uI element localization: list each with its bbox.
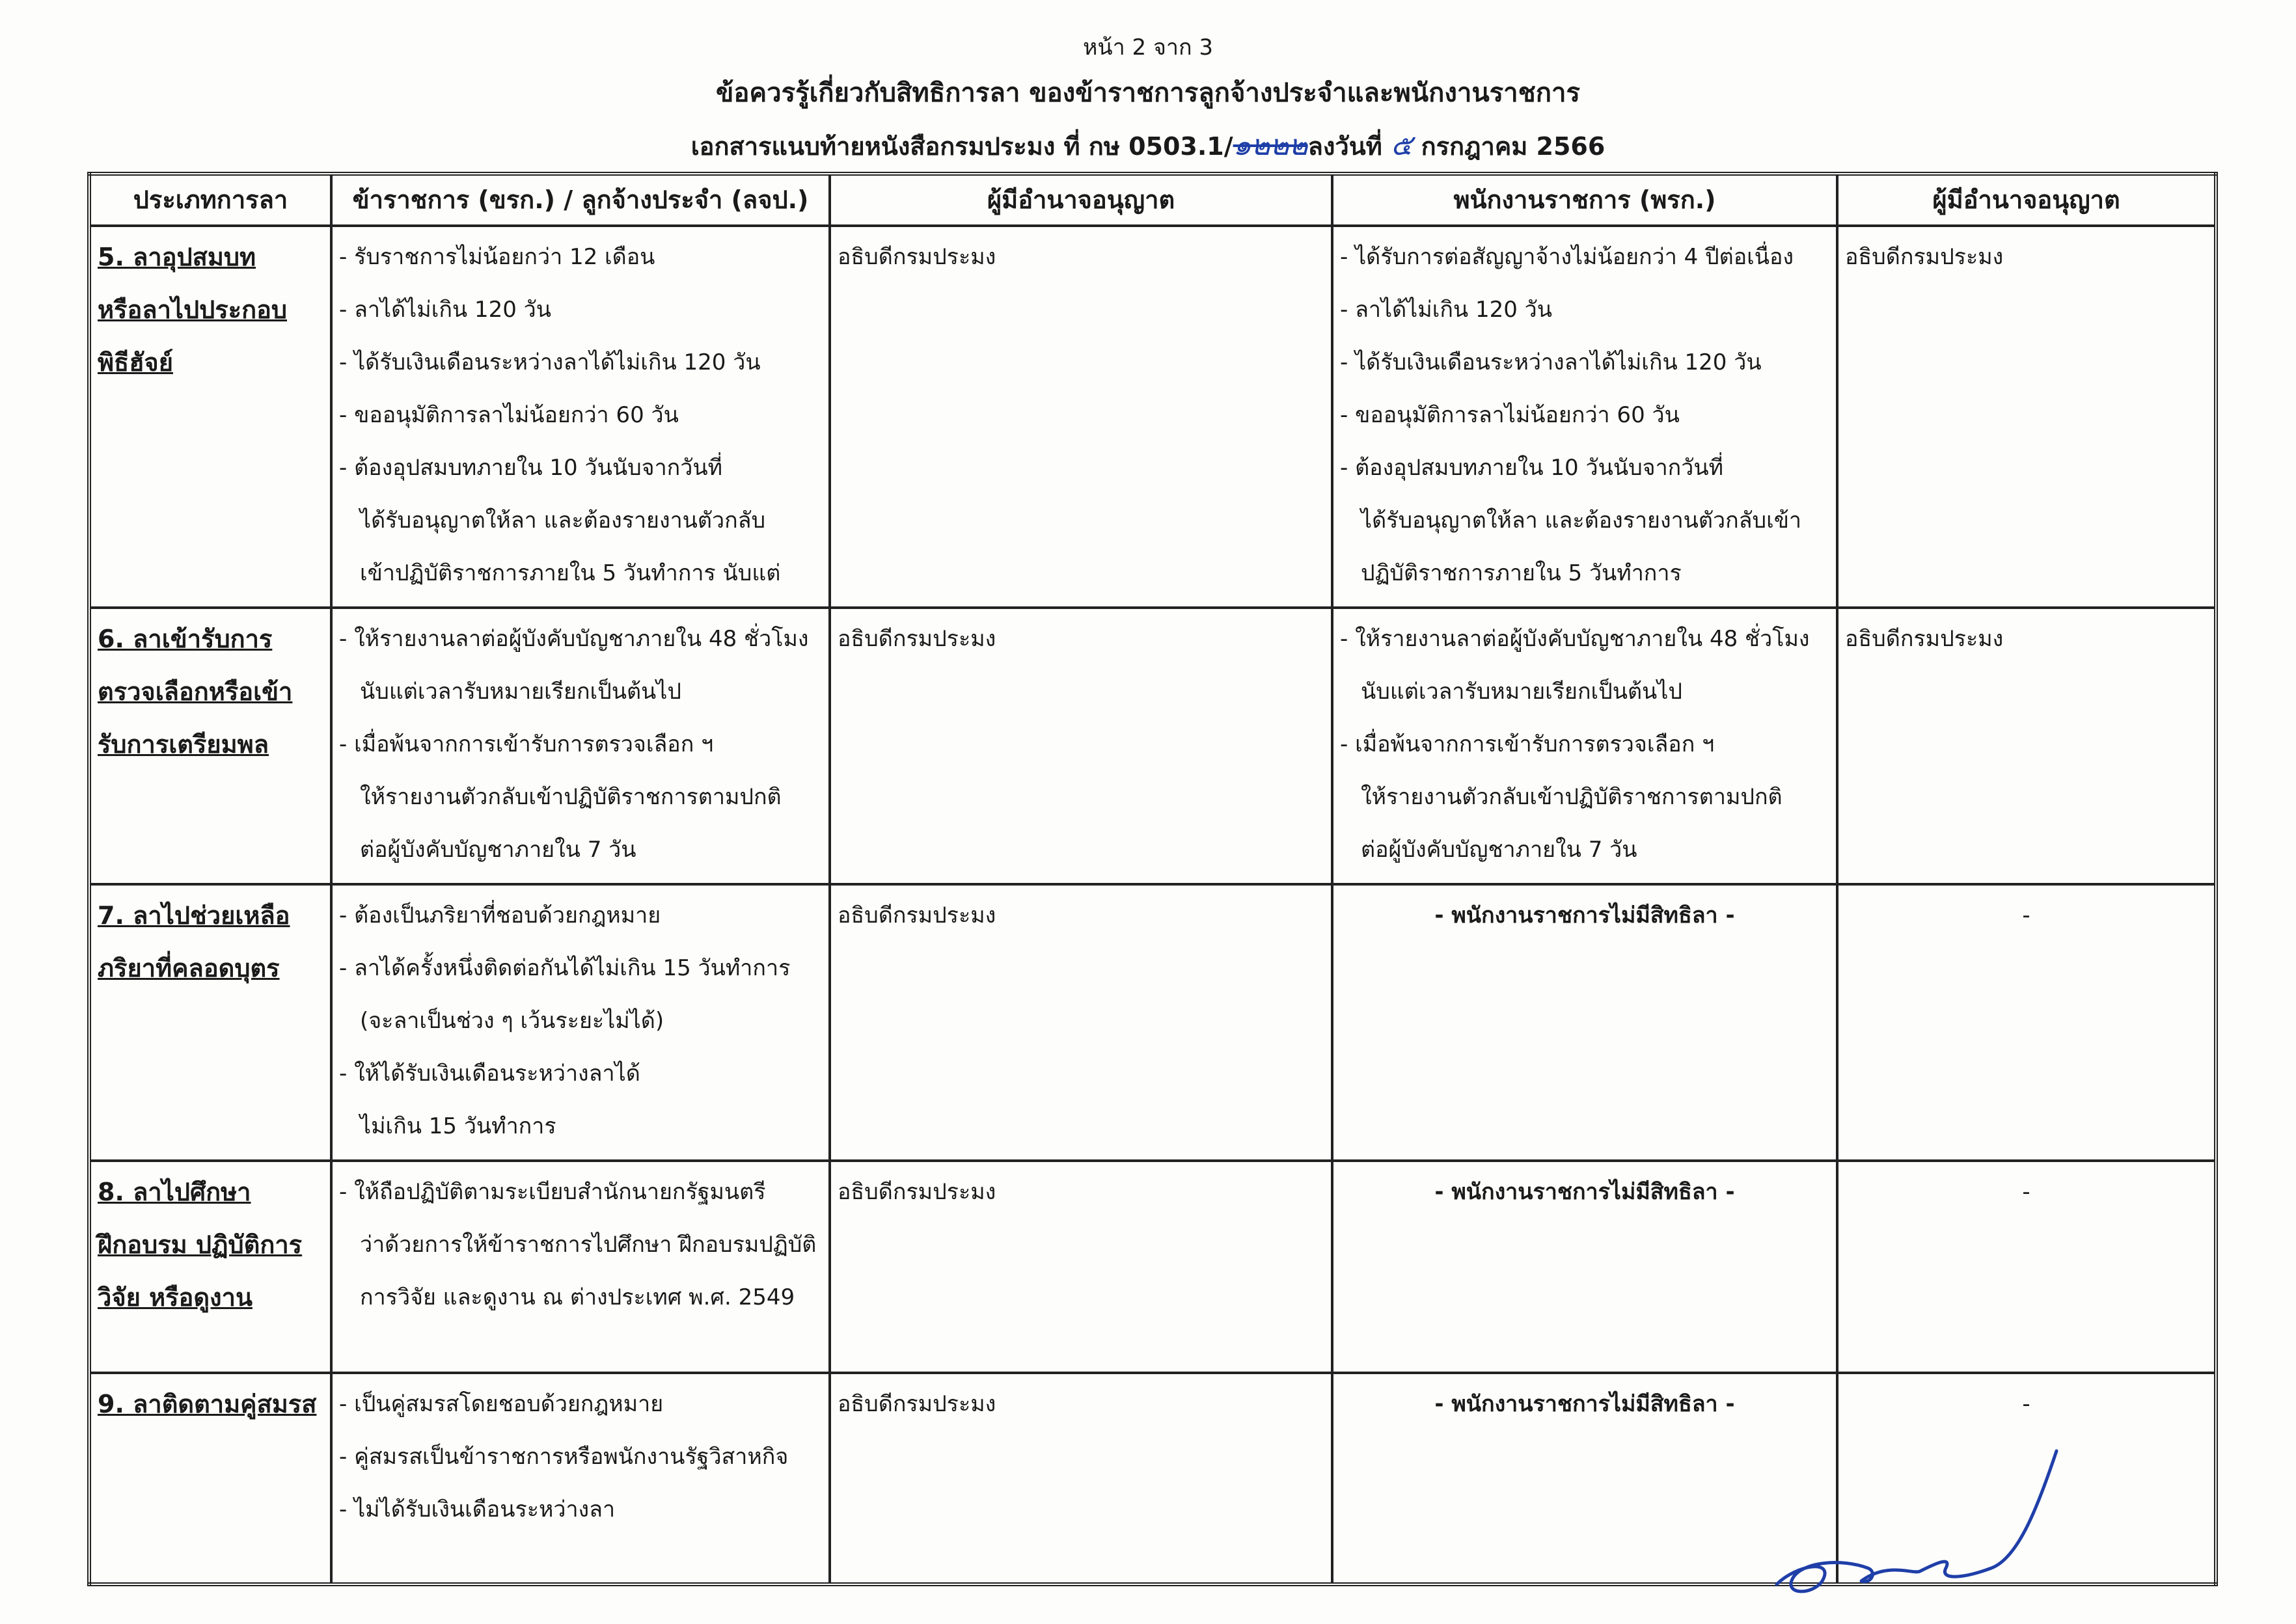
leave-type-label: ฝึกอบรม ปฏิบัติการ	[98, 1230, 303, 1259]
civil-servant-conditions	[331, 1161, 830, 1373]
header-gov-employee: พนักงานราชการ (พรก.)	[1332, 174, 1837, 226]
leave-type-label: 8. ลาไปศึกษา	[98, 1178, 251, 1206]
leave-type-label: 5. ลาอุปสมบท	[98, 243, 256, 271]
condition-line: ไม่เกิน 15 วันทำการ	[360, 1113, 556, 1139]
subtitle-date-label: ลงวันที่	[1307, 132, 1382, 161]
condition-line: ปฏิบัติราชการภายใน 5 วันทำการ	[1361, 560, 1682, 586]
condition-line: - ไม่ได้รับเงินเดือนระหว่างลา	[339, 1496, 616, 1522]
approver-cell-2: อธิบดีกรมประมง	[1837, 226, 2216, 608]
condition-line: เข้าปฏิบัติราชการภายใน 5 วันทำการ นับแต่	[360, 560, 781, 586]
header-approver: ผู้มีอำนาจอนุญาต	[830, 174, 1332, 226]
page-number: หน้า 2 จาก 3	[1082, 34, 1214, 61]
leave-type-label: หรือลาไปประกอบ	[98, 295, 288, 324]
leave-type-label: 9. ลาติดตามคู่สมรส	[98, 1390, 317, 1418]
condition-line: - ให้รายงานลาต่อผู้บังคับบัญชาภายใน 48 ชั่วโมง	[1340, 626, 1810, 652]
condition-line: ให้รายงานตัวกลับเข้าปฏิบัติราชการตามปกติ	[1361, 784, 1783, 810]
leave-type-label: วิจัย หรือดูงาน	[98, 1283, 253, 1312]
approver-cell-2: อธิบดีกรมประมง	[1837, 608, 2216, 884]
condition-line: - ลาได้ไม่เกิน 120 วัน	[1340, 297, 1552, 323]
condition-line: - เมื่อพ้นจากการเข้ารับการตรวจเลือก ฯ	[339, 731, 714, 757]
condition-line: การวิจัย และดูงาน ณ ต่างประเทศ พ.ศ. 2549	[360, 1284, 795, 1310]
approver-cell: อธิบดีกรมประมง	[830, 1161, 1332, 1373]
condition-line: นับแต่เวลารับหมายเรียกเป็นต้นไป	[1361, 679, 1682, 705]
signature-mark	[1757, 1444, 2070, 1601]
condition-line: - เป็นคู่สมรสโดยชอบด้วยกฎหมาย	[339, 1391, 664, 1417]
leave-type-label: 7. ลาไปช่วยเหลือ	[98, 901, 290, 930]
leave-type-label: ภริยาที่คลอดบุตร	[98, 954, 280, 982]
header-civil-servant: ข้าราชการ (ขรก.) / ลูกจ้างประจำ (ลจป.)	[331, 174, 830, 226]
civil-servant-conditions	[331, 608, 830, 884]
approver-cell-2: -	[1837, 1161, 2216, 1373]
approver-cell-2: -	[1837, 1373, 2216, 1584]
condition-line: - ขออนุมัติการลาไม่น้อยกว่า 60 วัน	[1340, 402, 1680, 428]
leave-type-cell	[89, 884, 331, 1161]
handwritten-doc-number: ๑๒๒๒	[1233, 129, 1308, 162]
condition-line: ว่าด้วยการให้ข้าราชการไปศึกษา ฝึกอบรมปฏิบัติ	[360, 1232, 817, 1258]
condition-line: - ต้องอุปสมบทภายใน 10 วันนับจากวันที่	[339, 455, 722, 481]
leave-type-cell	[89, 608, 331, 884]
subtitle-prefix: เอกสารแนบท้ายหนังสือกรมประมง ที่ กษ 0503.1/	[690, 132, 1233, 161]
header-leave-type: ประเภทการลา	[89, 174, 331, 226]
condition-line: - ต้องอุปสมบทภายใน 10 วันนับจากวันที่	[1340, 455, 1723, 481]
condition-line: - ขออนุมัติการลาไม่น้อยกว่า 60 วัน	[339, 402, 679, 428]
no-right-notice: - พนักงานราชการไม่มีสิทธิลา -	[1332, 1161, 1837, 1373]
handwritten-day: ๕	[1391, 129, 1413, 162]
table-header-row	[89, 174, 2216, 226]
condition-line: - รับราชการไม่น้อยกว่า 12 เดือน	[339, 244, 655, 270]
approver-cell-2: -	[1837, 884, 2216, 1161]
condition-line: - ให้ได้รับเงินเดือนระหว่างลาได้	[339, 1061, 640, 1087]
leave-type-label: พิธีฮัจย์	[98, 348, 173, 377]
document-subtitle	[0, 122, 2296, 168]
leave-type-cell	[89, 226, 331, 608]
table-row	[89, 608, 2216, 884]
document-title: ข้อควรรู้เกี่ยวกับสิทธิการลา ของข้าราชการลูกจ้างประจำและพนักงานราชการ	[716, 78, 1580, 108]
approver-cell: อธิบดีกรมประมง	[830, 608, 1332, 884]
condition-line: - เมื่อพ้นจากการเข้ารับการตรวจเลือก ฯ	[1340, 731, 1715, 757]
condition-line: - ให้ถือปฏิบัติตามระเบียบสำนักนายกรัฐมนตรี	[339, 1179, 766, 1205]
approver-cell: อธิบดีกรมประมง	[830, 226, 1332, 608]
condition-line: - ลาได้ไม่เกิน 120 วัน	[339, 297, 551, 323]
gov-employee-conditions	[1332, 608, 1837, 884]
gov-employee-conditions	[1332, 226, 1837, 608]
condition-line: - ต้องเป็นภริยาที่ชอบด้วยกฎหมาย	[339, 902, 661, 928]
condition-line: - คู่สมรสเป็นข้าราชการหรือพนักงานรัฐวิสาหกิจ	[339, 1444, 789, 1470]
condition-line: (จะลาเป็นช่วง ๆ เว้นระยะไม่ได้)	[360, 1008, 664, 1034]
subtitle-suffix: กรกฎาคม 2566	[1421, 132, 1606, 161]
condition-line: ได้รับอนุญาตให้ลา และต้องรายงานตัวกลับ	[360, 508, 766, 534]
condition-line: - ได้รับเงินเดือนระหว่างลาได้ไม่เกิน 120 วัน	[339, 349, 761, 375]
approver-cell: อธิบดีกรมประมง	[830, 1373, 1332, 1584]
leave-type-label: รับการเตรียมพล	[98, 730, 269, 759]
civil-servant-conditions	[331, 1373, 830, 1584]
condition-line: ต่อผู้บังคับบัญชาภายใน 7 วัน	[1361, 837, 1637, 863]
table-row	[89, 1161, 2216, 1373]
condition-line: ให้รายงานตัวกลับเข้าปฏิบัติราชการตามปกติ	[360, 784, 782, 810]
leave-type-cell	[89, 1161, 331, 1373]
condition-line: นับแต่เวลารับหมายเรียกเป็นต้นไป	[360, 679, 681, 705]
condition-line: - ได้รับเงินเดือนระหว่างลาได้ไม่เกิน 120 วัน	[1340, 349, 1762, 375]
no-right-notice: - พนักงานราชการไม่มีสิทธิลา -	[1332, 1373, 1837, 1584]
condition-line: - ลาได้ครั้งหนึ่งติดต่อกันได้ไม่เกิน 15 วันทำการ	[339, 955, 791, 981]
table-row	[89, 884, 2216, 1161]
leave-rights-table	[87, 172, 2218, 1586]
civil-servant-conditions	[331, 226, 830, 608]
leave-type-label: ตรวจเลือกหรือเข้า	[98, 677, 293, 706]
no-right-notice: - พนักงานราชการไม่มีสิทธิลา -	[1332, 884, 1837, 1161]
leave-type-cell	[89, 1373, 331, 1584]
header-approver-2: ผู้มีอำนาจอนุญาต	[1837, 174, 2216, 226]
condition-line: ต่อผู้บังคับบัญชาภายใน 7 วัน	[360, 837, 636, 863]
table-row	[89, 226, 2216, 608]
civil-servant-conditions	[331, 884, 830, 1161]
approver-cell: อธิบดีกรมประมง	[830, 884, 1332, 1161]
condition-line: ได้รับอนุญาตให้ลา และต้องรายงานตัวกลับเข้า	[1361, 508, 1802, 534]
condition-line: - ได้รับการต่อสัญญาจ้างไม่น้อยกว่า 4 ปีต่อเนื่อง	[1340, 244, 1794, 270]
condition-line: - ให้รายงานลาต่อผู้บังคับบัญชาภายใน 48 ชั่วโมง	[339, 626, 809, 652]
leave-type-label: 6. ลาเข้ารับการ	[98, 625, 273, 653]
